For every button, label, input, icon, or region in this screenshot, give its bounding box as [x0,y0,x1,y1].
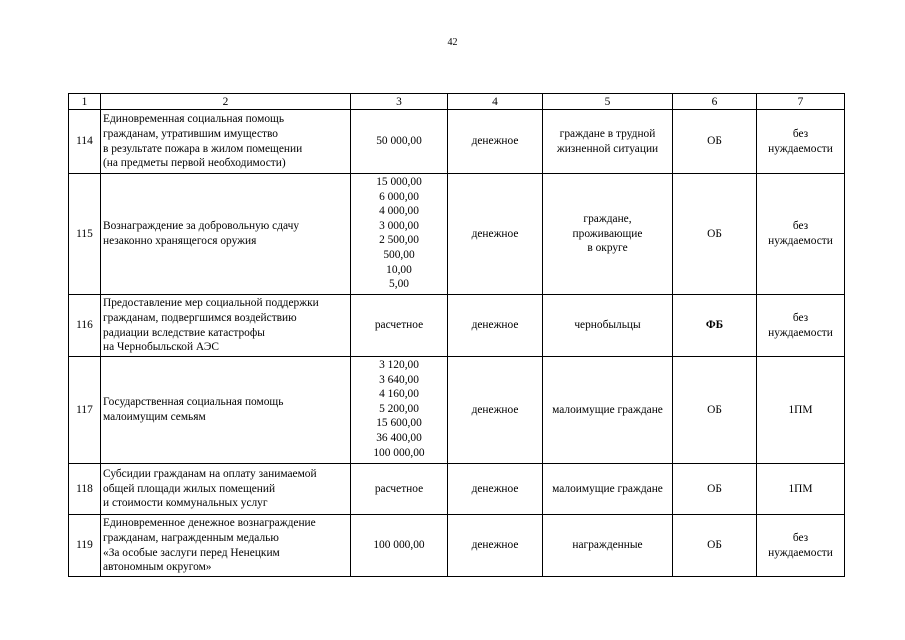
measure-name: Единовременная социальная помощь гражданам, утратившим имущество в результате пожара в жилом помещении (на предметы первой необходимости) [101,110,351,174]
row-number: 114 [69,110,101,174]
table-row [69,357,845,464]
table-row [69,110,845,174]
category-cell: награжденные [543,515,673,577]
form-cell: денежное [448,174,543,295]
measure-name: Единовременное денежное вознаграждение гражданам, награжденным медалью «За особые заслуги перед Ненецким автономным округом» [101,515,351,577]
header-cell: 2 [101,94,351,110]
source-cell: ОБ [673,464,757,515]
header-cell: 5 [543,94,673,110]
amount-cell: 3 120,00 3 640,00 4 160,00 5 200,00 15 600,00 36 400,00 100 000,00 [351,357,448,464]
source-cell: ФБ [673,295,757,357]
category-cell: граждане в трудной жизненной ситуации [543,110,673,174]
amount-cell: расчетное [351,464,448,515]
table-row [69,515,845,577]
need-cell: 1ПМ [757,464,845,515]
form-cell: денежное [448,295,543,357]
row-number: 118 [69,464,101,515]
amount-cell: расчетное [351,295,448,357]
measure-name: Государственная социальная помощь малоимущим семьям [101,357,351,464]
form-cell: денежное [448,464,543,515]
form-cell: денежное [448,357,543,464]
category-cell: граждане, проживающие в округе [543,174,673,295]
need-cell: без нуждаемости [757,110,845,174]
category-cell: малоимущие граждане [543,357,673,464]
row-number: 115 [69,174,101,295]
table-row [69,295,845,357]
amount-cell: 50 000,00 [351,110,448,174]
row-number: 117 [69,357,101,464]
need-cell: 1ПМ [757,357,845,464]
form-cell: денежное [448,110,543,174]
header-cell: 3 [351,94,448,110]
need-cell: без нуждаемости [757,295,845,357]
source-cell: ОБ [673,515,757,577]
header-cell: 6 [673,94,757,110]
row-number: 116 [69,295,101,357]
amount-cell: 15 000,00 6 000,00 4 000,00 3 000,00 2 500,00 500,00 10,00 5,00 [351,174,448,295]
benefits-table [68,93,845,577]
need-cell: без нуждаемости [757,515,845,577]
table-row [69,174,845,295]
source-cell: ОБ [673,357,757,464]
header-cell: 4 [448,94,543,110]
amount-cell: 100 000,00 [351,515,448,577]
row-number: 119 [69,515,101,577]
source-cell: ОБ [673,110,757,174]
header-cell: 1 [69,94,101,110]
header-cell: 7 [757,94,845,110]
header-row [69,94,845,110]
form-cell: денежное [448,515,543,577]
source-cell: ОБ [673,174,757,295]
table-row [69,464,845,515]
measure-name: Субсидии гражданам на оплату занимаемой общей площади жилых помещений и стоимости коммунальных услуг [101,464,351,515]
category-cell: чернобыльцы [543,295,673,357]
page-number: 42 [447,37,458,48]
measure-name: Предоставление мер социальной поддержки гражданам, подвергшимся воздействию радиации вследствие катастрофы на Чернобыльской АЭС [101,295,351,357]
need-cell: без нуждаемости [757,174,845,295]
category-cell: малоимущие граждане [543,464,673,515]
measure-name: Вознаграждение за добровольную сдачу незаконно хранящегося оружия [101,174,351,295]
